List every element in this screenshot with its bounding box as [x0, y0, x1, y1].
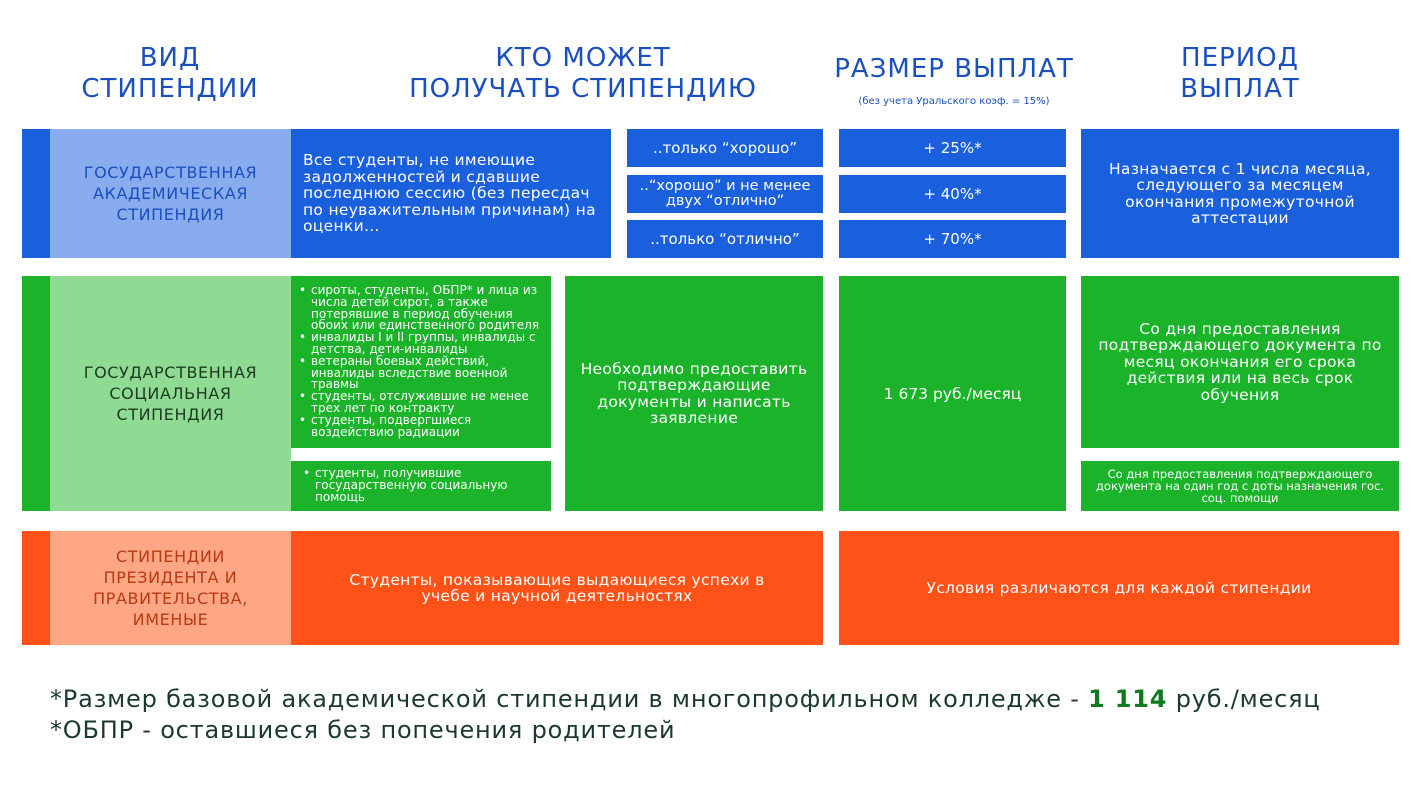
social-who-item: • студенты, подвергшиеся воздействию радиации: [299, 415, 543, 439]
academic-who-cell: [291, 129, 611, 258]
social-who-item: • инвалиды I и II группы, инвалиды с детства, дети-инвалиды: [299, 332, 543, 356]
header-type-line2: СТИПЕНДИИ: [81, 74, 259, 104]
academic-grade-2-label: ..“хорошо” и не менее двух “отлично”: [639, 178, 811, 209]
header-amount-note: (без учета Уральского коэф. = 15%): [858, 96, 1050, 107]
academic-type-cell: [50, 129, 291, 258]
academic-amount-1: [839, 129, 1066, 167]
header-period: [1081, 43, 1399, 105]
academic-amount-3-value: + 70%*: [923, 230, 982, 248]
header-who: [380, 43, 786, 105]
footnote-obpr: *ОБПР - оставшиеся без попечения родителей: [50, 716, 676, 744]
president-type-cell: [50, 531, 291, 645]
social-who-item: • студенты, отслужившие не менее трех лет по контракту: [299, 391, 543, 415]
academic-amount-2-value: + 40%*: [923, 185, 982, 203]
footnote-base-value: 1 114: [1088, 685, 1168, 713]
header-type-line1: ВИД: [139, 43, 201, 73]
social-period-cell-2: [1081, 461, 1399, 511]
president-conditions: Условия различаются для каждой стипендии: [926, 579, 1312, 597]
social-who-cell-2: [291, 461, 551, 511]
header-type: [50, 43, 290, 105]
social-who-item: • сироты, студенты, ОБПР* и лица из числа детей сирот, а также потерявшие в период обучения обоих или единственного родителя: [299, 285, 543, 332]
academic-amount-1-value: + 25%*: [923, 139, 982, 157]
academic-grade-3: [627, 220, 823, 258]
header-period-line1: ПЕРИОД: [1181, 43, 1299, 73]
president-type: СТИПЕНДИИ ПРЕЗИДЕНТА И ПРАВИТЕЛЬСТВА, ИМЕНЫЕ: [93, 547, 248, 629]
social-who-item: • ветераны боевых действий, инвалиды вследствие военной травмы: [299, 356, 543, 391]
social-condition: Необходимо предоставить подтверждающие документы и написать заявление: [580, 359, 808, 427]
president-conditions-cell: [839, 531, 1399, 645]
header-amount: РАЗМЕР ВЫПЛАТ: [834, 54, 1074, 84]
academic-grade-1: [627, 129, 823, 167]
social-who-item: • студенты, получившие государственную социальную помощь: [303, 468, 543, 503]
social-type-cell: [50, 276, 291, 511]
social-who-list: [299, 285, 543, 438]
social-strip: [22, 276, 50, 511]
social-period-1: Со дня предоставления подтверждающего документа по месяц окончания его срока действия или на весь срок обучения: [1098, 319, 1382, 404]
president-strip: [22, 531, 50, 645]
academic-period-cell: [1081, 129, 1399, 258]
social-who-cell: [291, 276, 551, 448]
social-condition-cell: [565, 276, 823, 511]
social-amount: 1 673 руб./месяц: [883, 384, 1022, 403]
footnote-base-amount: [50, 685, 1321, 713]
header-period-line2: ВЫПЛАТ: [1180, 74, 1300, 104]
president-who-cell: [291, 531, 823, 645]
footnote-base-prefix: *Размер базовой академической стипендии в многопрофильном колледже -: [50, 685, 1089, 713]
social-type: ГОСУДАРСТВЕННАЯ СОЦИАЛЬНАЯ СТИПЕНДИЯ: [83, 363, 258, 424]
academic-grade-1-label: ..только “хорошо”: [652, 139, 798, 157]
social-who-list-2: [303, 468, 543, 503]
footnote-base-suffix: руб./месяц: [1167, 685, 1321, 713]
academic-type: ГОСУДАРСТВЕННАЯ АКАДЕМИЧЕСКАЯ СТИПЕНДИЯ: [83, 163, 258, 224]
academic-who: Все студенты, не имеющие задолженностей и сдавшие последнюю сессию (без пересдач по неуважительным причинам) на оценки…: [303, 151, 596, 235]
academic-period: Назначается с 1 числа месяца, следующего за месяцем окончания промежуточной аттестации: [1108, 159, 1372, 227]
social-amount-cell: [839, 276, 1066, 511]
social-period-2: Со дня предоставления подтверждающего документа на один год с доты назначения гос. соц. помощи: [1095, 467, 1385, 505]
president-who: Студенты, показывающие выдающиеся успехи в учебе и научной деятельностях: [349, 570, 765, 605]
header-who-line2: ПОЛУЧАТЬ СТИПЕНДИЮ: [409, 74, 757, 104]
header-who-line1: КТО МОЖЕТ: [495, 43, 671, 73]
social-period-cell-1: [1081, 276, 1399, 448]
academic-amount-2: [839, 175, 1066, 213]
academic-strip: [22, 129, 50, 258]
academic-grade-2: [627, 175, 823, 213]
academic-amount-3: [839, 220, 1066, 258]
academic-grade-3-label: ..только “отлично”: [650, 230, 800, 248]
